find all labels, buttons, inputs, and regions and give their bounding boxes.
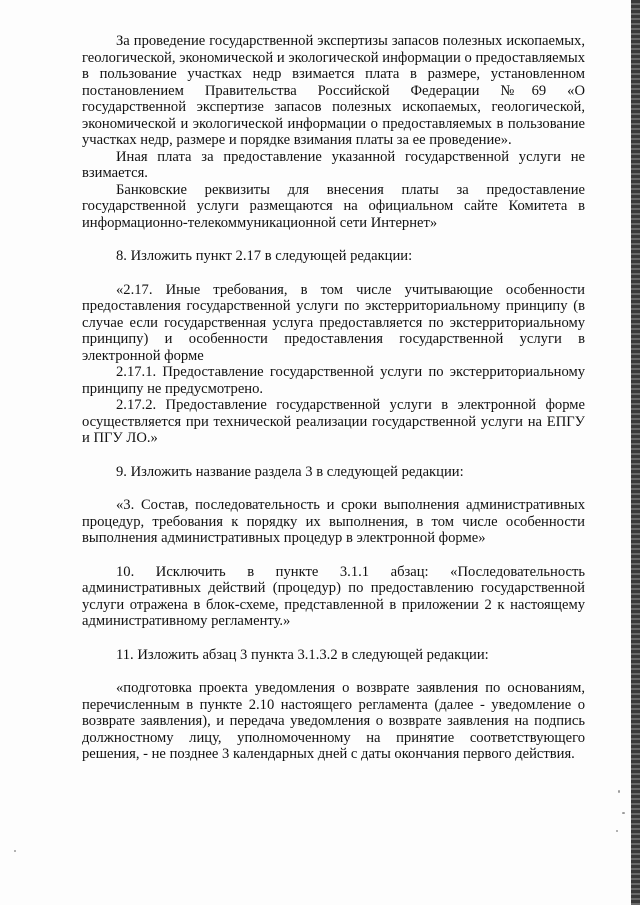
paragraph-2-17-1: 2.17.1. Предоставление государственной услуги по экстерриториальному принципу не предусмотрено. (82, 364, 585, 397)
paragraph-item-10: 10. Исключить в пункте 3.1.1 абзац: «Последовательность административных действий (процедур) по предоставлению государственной услуги отражена в блок-схеме, представленной в приложении 2 к настоящему административному регламенту.» (82, 563, 585, 629)
paragraph-2-17-2: 2.17.2. Предоставление государственной услуги в электронной форме осуществляется при технической реализации государственной услуги на ЕПГУ и ПГУ ЛО.» (82, 397, 585, 446)
scan-speckle (616, 830, 618, 832)
paragraph-expertise-fee: За проведение государственной экспертизы запасов полезных ископаемых, геологической, экономической и экологической информации о предоставляемых в пользование участках недр взимается плата в размере, установленном постановлением Правительства Российской Федерации №69 «О государственной экспертизе запасов полезных ископаемых, геологической, экономической и экологической информации о предоставляемых в пользование участках недр, размере и порядке взимания платы за ее проведение». (82, 33, 585, 148)
heading-item-11: 11. Изложить абзац 3 пункта 3.1.3.2 в следующей редакции: (116, 646, 489, 663)
scan-edge (631, 0, 640, 905)
scan-speckle (618, 790, 620, 793)
document-body (82, 33, 585, 763)
heading-item-8: 8. Изложить пункт 2.17 в следующей редакции: (116, 248, 413, 264)
paragraph-bank-details: Банковские реквизиты для внесения платы за предоставление государственной услуги размещаются на официальном сайте Комитета в информационно-телекоммуникационной сети Интернет» (82, 181, 585, 231)
paragraph-no-other-fee: Иная плата за предоставление указанной государственной услуги не взимается. (82, 148, 585, 181)
scan-speckle (622, 812, 625, 814)
heading-item-9: 9. Изложить название раздела 3 в следующей редакции: (116, 463, 464, 480)
paragraph-2-17: «2.17. Иные требования, в том числе учитывающие особенности предоставления государственной услуги по экстерриториальному принципу (в случае если государственная услуга предоставляется по экстерриториальному принципу) и особенности предоставления государственной услуги в электронной форме (82, 281, 585, 364)
paragraph-3-1-3-2: «подготовка проекта уведомления о возврате заявления по основаниям, перечисленным в пункте 2.10 настоящего регламента (далее - уведомление о возврате заявления), и передача уведомления о возврате заявления на подпись должностному лицу, уполномоченному на принятие соответствующего решения, - не позднее 3 календарных дней с даты окончания первого действия. (82, 680, 585, 762)
paragraph-section-3-title: «3. Состав, последовательность и сроки выполнения административных процедур, требования к порядку их выполнения, в том числе особенности выполнения административных процедур в электронной форме» (82, 497, 585, 546)
scan-speckle (14, 850, 16, 852)
